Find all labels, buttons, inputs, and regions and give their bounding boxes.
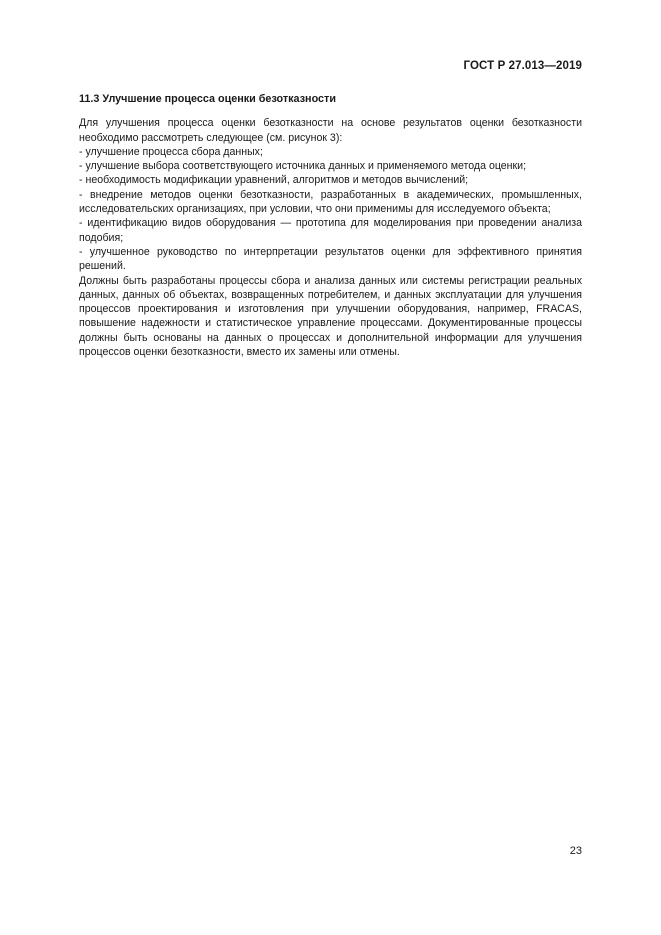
document-code-header: ГОСТ Р 27.013—2019 [463, 60, 582, 72]
page-content [79, 92, 582, 359]
list-item: - необходимость модификации уравнений, алгоритмов и методов вычислений; [79, 174, 469, 187]
bullet-list [79, 145, 582, 274]
closing-paragraph: Должны быть разработаны процессы сбора и анализа данных или системы регистрации реальных данных, данных об объектах, возвращенных потребителем, и данных эксплуатации для улучшения процессов проектирования и изготовления при улучшении оборудования, например, FRACAS, повышение надежности и статистическое управление процессами. Документированные процессы должны быть основаны на данных о процессах и дополнительной информации для улучшения процессов оценки безотказности, вместо их замены или отмены. [79, 274, 582, 359]
list-item: - улучшенное руководство по интерпретации результатов оценки для эффективного принятия решений. [79, 245, 582, 273]
list-item: - улучшение выбора соответствующего источника данных и применяемого метода оценки; [79, 160, 527, 173]
list-item: - внедрение методов оценки безотказности, разработанных в академических, промышленных, исследовательских организациях, при условии, что они применимы для исследуемого объекта; [79, 188, 582, 216]
page-number: 23 [569, 845, 582, 857]
list-item: - улучшение процесса сбора данных; [79, 145, 263, 158]
intro-paragraph [79, 116, 582, 145]
section-title: 11.3 Улучшение процесса оценки безотказности [79, 93, 336, 105]
list-item: - идентификацию видов оборудования — прототипа для моделирования при проведении анализа подобия; [79, 217, 582, 244]
intro-text: Для улучшения процесса оценки безотказности на основе результатов оценки безотказности необходимо рассмотреть следующее (см. рисунок 3): [79, 117, 582, 144]
